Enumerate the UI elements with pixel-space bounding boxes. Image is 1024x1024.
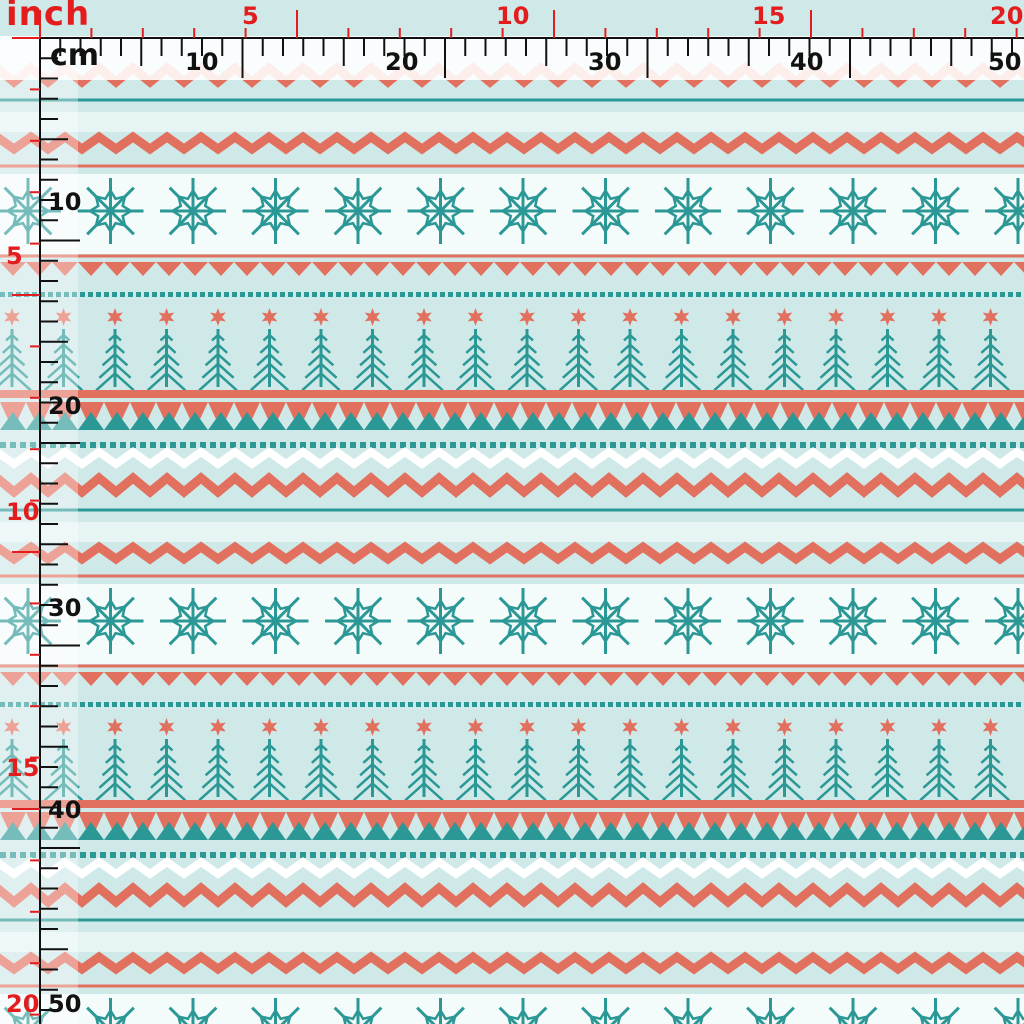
inch-tick-label-top: 5 [242, 2, 259, 30]
cm-label: cm [50, 38, 100, 73]
cm-tick-label-top: 40 [790, 48, 824, 76]
cm-tick-label-top: 10 [185, 48, 219, 76]
cm-tick-label-left: 50 [48, 990, 82, 1018]
inch-tick-label-left: 5 [6, 242, 23, 270]
cm-tick-label-top: 50 [988, 48, 1022, 76]
inch-tick-label-top: 10 [496, 2, 530, 30]
inch-tick-label-left: 10 [6, 498, 40, 526]
cm-tick-label-top: 20 [385, 48, 419, 76]
inch-tick-label-top: 20 [990, 2, 1024, 30]
inch-tick-label-left: 20 [6, 990, 40, 1018]
cm-tick-label-left: 20 [48, 392, 82, 420]
cm-tick-label-top: 30 [588, 48, 622, 76]
cm-tick-label-left: 30 [48, 594, 82, 622]
inch-tick-label-top: 15 [752, 2, 786, 30]
cm-tick-label-left: 40 [48, 796, 82, 824]
cm-tick-label-left: 10 [48, 188, 82, 216]
inch-tick-label-left: 15 [6, 754, 40, 782]
inch-label: inch [6, 0, 91, 34]
